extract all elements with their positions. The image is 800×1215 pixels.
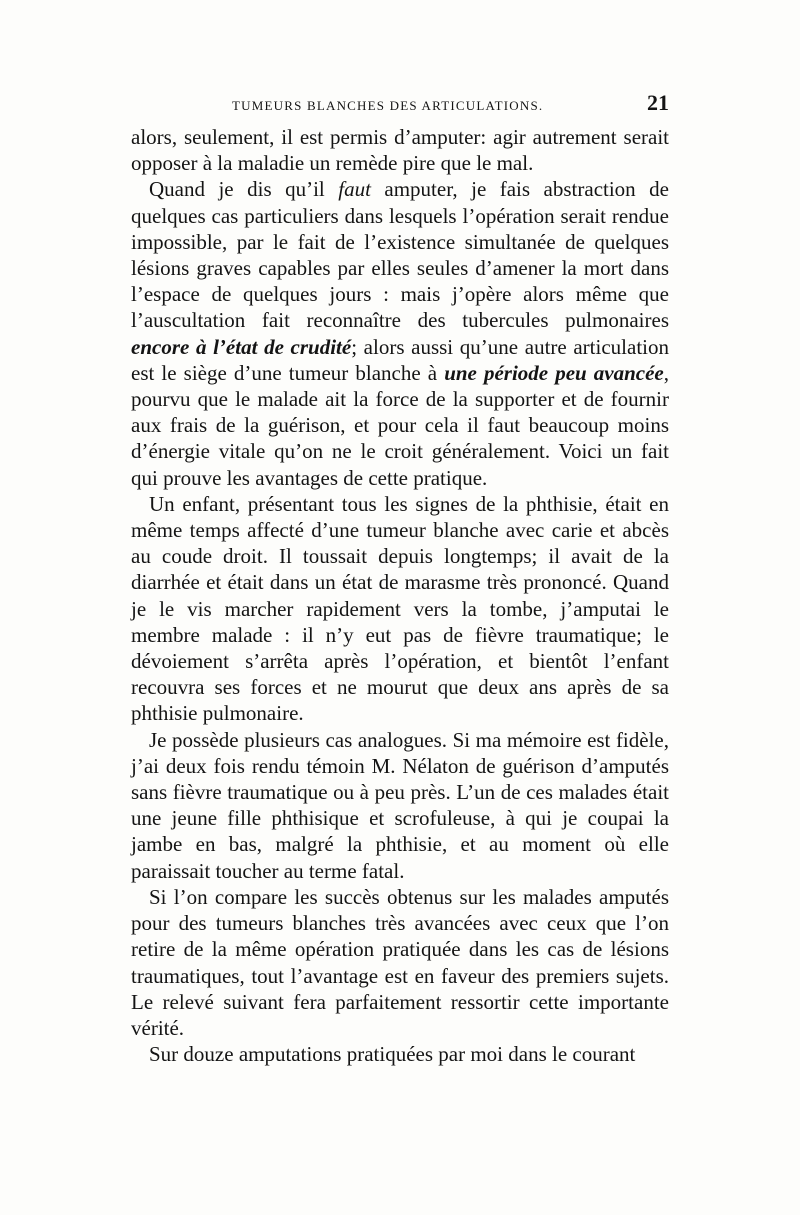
paragraph-2-part-c: ; alors aussi qu’une autre articulation est le siège d’une tumeur blanche à — [131, 334, 669, 385]
paragraph-1: alors, seulement, il est permis d’amputer: agir autrement serait opposer à la maladie un remède pire que le mal. — [131, 125, 669, 176]
paragraph-2-part-d: , pourvu que le malade ait la force de la supporter et de fournir aux frais de la guérison, et pour cela il faut beaucoup moins d’énergie vitale qu’on ne le croit généralement. Voici un fait qui prouve les avantages de cette pratique. — [131, 360, 669, 490]
running-head — [131, 90, 669, 118]
paragraph-5: Si l’on compare les succès obtenus sur les malades amputés pour des tumeurs blanches très avancées avec ceux que l’on retire de la même opération pratiquée dans les cas de lésions traumatiques, tout l’avantage est en faveur des premiers sujets. Le relevé suivant fera parfaitement ressortir cette importante vérité. — [131, 884, 669, 1040]
paragraph-3: Un enfant, présentant tous les signes de la phthisie, était en même temps affecté d’une tumeur blanche avec carie et abcès au coude droit. Il toussait depuis longtemps; il avait de la diarrhée et était dans un état de marasme très prononcé. Quand je le vis marcher rapidement vers la tombe, j’amputai le membre malade : il n’y eut pas de fièvre traumatique; le dévoiement s’arrêta après l’opération, et bientôt l’enfant recouvra ses forces et ne mourut que deux ans après de sa phthisie pulmonaire. — [131, 491, 669, 726]
emphasis-faut: faut — [338, 177, 371, 202]
paragraph-4: Je possède plusieurs cas analogues. Si ma mémoire est fidèle, j’ai deux fois rendu témoin M. Nélaton de guérison d’amputés sans fièvre traumatique ou à peu près. L’un de ces malades était une jeune fille phthisique et scrofuleuse, à qui je coupai la jambe en bas, malgré la phthisie, et au moment où elle paraissait toucher au terme fatal. — [131, 727, 669, 883]
paragraph-2-part-b: amputer, je fais abstraction de quelques cas particuliers dans lesquels l’opération serait rendue impossible, par le fait de l’existence simultanée de quelques lésions graves capables par elles seules d’amener la mort dans l’espace de quelques jours : mais j’opère alors même que l’auscultation fait reconnaître des tubercules pulmonaires — [131, 177, 669, 333]
paragraph-2-part-a: Quand je dis qu’il — [149, 177, 339, 202]
body-text — [131, 124, 669, 1067]
paragraph-2 — [131, 176, 669, 490]
paragraph-6: Sur douze amputations pratiquées par moi dans le courant — [149, 1042, 636, 1067]
emphasis-periode: une période peu avancée — [444, 360, 664, 385]
running-title: TUMEURS BLANCHES DES ARTICULATIONS. — [232, 98, 544, 113]
page-number: 21 — [647, 90, 669, 115]
emphasis-crudite: encore à l’état de crudité — [131, 334, 352, 359]
